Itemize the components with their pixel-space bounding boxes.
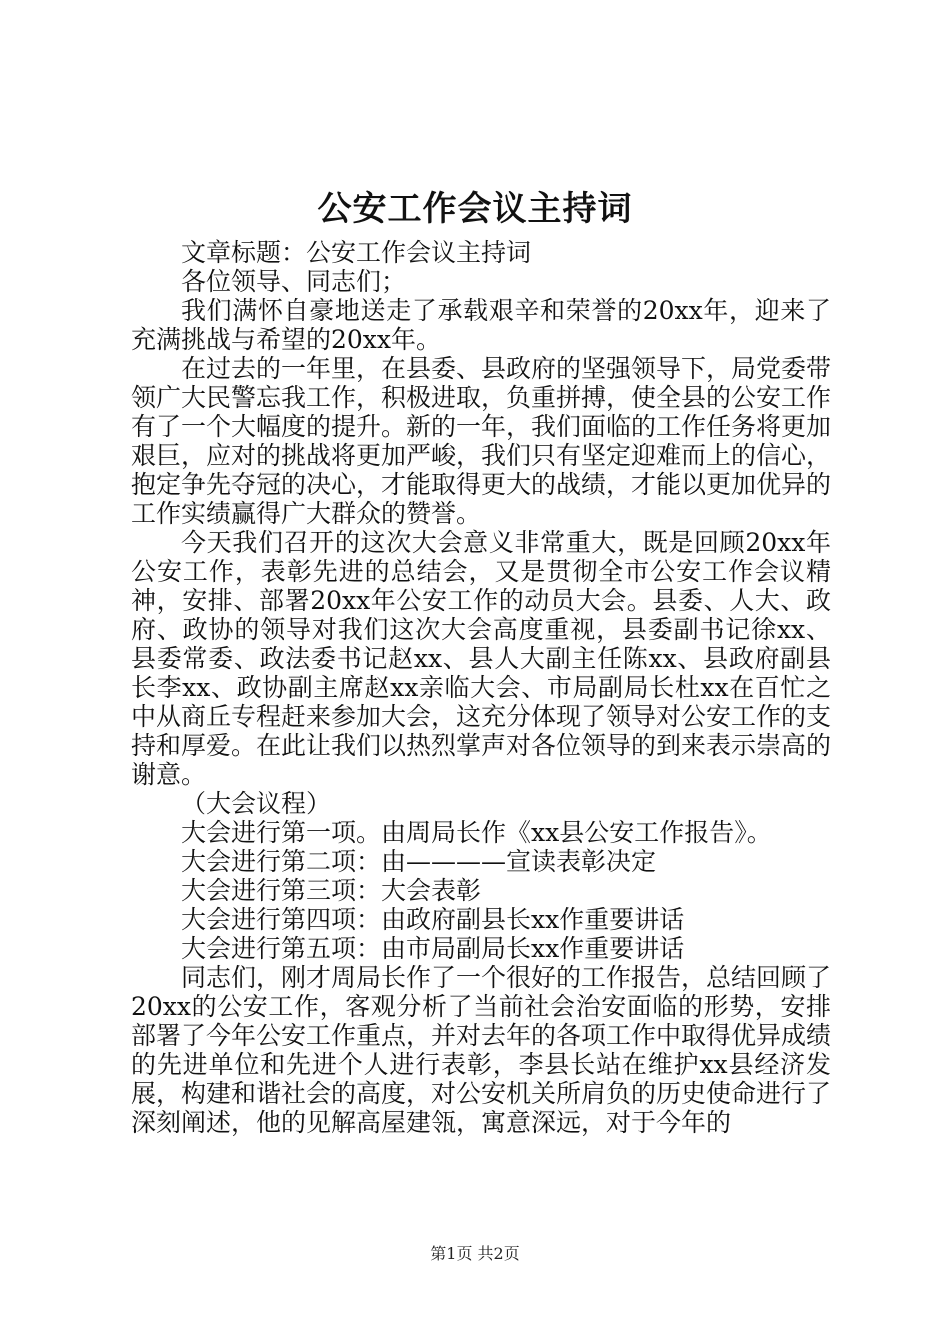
paragraph-article-title: 文章标题：公安工作会议主持词 bbox=[181, 238, 532, 267]
paragraph-greeting: 各位领导、同志们； bbox=[181, 267, 407, 296]
agenda-item: 大会进行第五项：由市局副局长xx作重要讲话 bbox=[181, 934, 685, 963]
agenda-item: 大会进行第三项：大会表彰 bbox=[181, 876, 482, 905]
paragraph: 在过去的一年里，在县委、县政府的坚强领导下，局党委带领广大民警忘我工作，积极进取，负重拼搏，使全县的公安工作有了一个大幅度的提升。新的一年，我们面临的工作任务将更加艰巨，应对的挑战将更加严峻，我们只有坚定迎难而上的信心，抱定争先夺冠的决心，才能取得更大的战绩，才能以更加优异的工作实绩赢得广大群众的赞誉。 bbox=[131, 354, 832, 528]
document-body bbox=[131, 238, 831, 1137]
paragraph: 同志们，刚才周局长作了一个很好的工作报告，总结回顾了20xx的公安工作，客观分析了当前社会治安面临的形势，安排部署了今年公安工作重点，并对去年的各项工作中取得优异成绩的先进单位和先进个人进行表彰，李县长站在维护xx县经济发展，构建和谐社会的高度，对公安机关所肩负的历史使命进行了深刻阐述，他的见解高屋建瓴，寓意深远，对于今年的 bbox=[131, 963, 832, 1137]
paragraph-agenda-heading: （大会议程） bbox=[181, 789, 332, 818]
paragraph: 今天我们召开的这次大会意义非常重大，既是回顾20xx年公安工作，表彰先进的总结会，又是贯彻全市公安工作会议精神，安排、部署20xx年公安工作的动员大会。县委、人大、政府、政协的领导对我们这次大会高度重视，县委副书记徐xx、县委常委、政法委书记赵xx、县人大副主任陈xx、县政府副县长李xx、政协副主席赵xx亲临大会、市局副局长杜xx在百忙之中从商丘专程赶来参加大会，这充分体现了领导对公安工作的支持和厚爱。在此让我们以热烈掌声对各位领导的到来表示崇高的谢意。 bbox=[131, 528, 832, 789]
page-footer: 第1页 共2页 bbox=[430, 1244, 520, 1263]
paragraph: 我们满怀自豪地送走了承载艰辛和荣誉的20xx年，迎来了充满挑战与希望的20xx年。 bbox=[131, 296, 831, 354]
agenda-item: 大会进行第四项：由政府副县长xx作重要讲话 bbox=[181, 905, 685, 934]
agenda-item: 大会进行第二项：由————宣读表彰决定 bbox=[181, 847, 657, 876]
document-title: 公安工作会议主持词 bbox=[317, 189, 633, 229]
agenda-item: 大会进行第一项。由周局长作《xx县公安工作报告》。 bbox=[181, 818, 772, 847]
